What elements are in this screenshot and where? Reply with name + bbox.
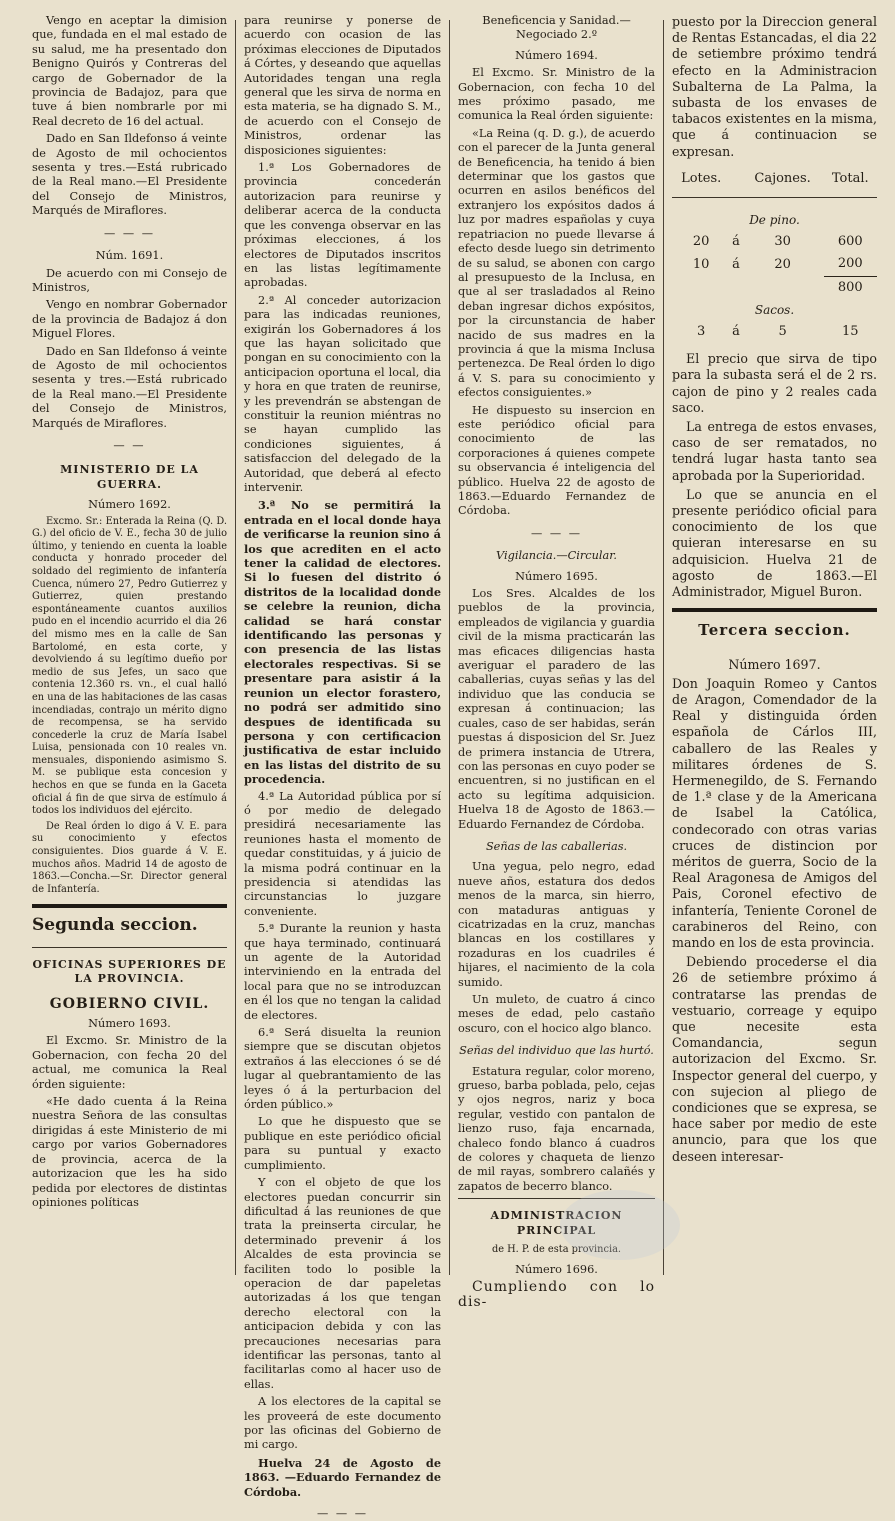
circular-heading: Vigilancia.—Circular.: [496, 549, 617, 563]
table-cell: 200: [837, 256, 863, 272]
paragraph: Estatura regular, color moreno, grueso, barba poblada, pelo, cejas y ojos negros, nariz y boca regular, vestido con pantalon de lienzo ruso, faja encarnada, chaleco fondo blanco á cuadros de colores y chaqueta de lienzo de mil rayas, sombrero calañés y zapatos de becerro blanco.: [458, 1064, 656, 1193]
paragraph: Vengo en aceptar la dimision que, fundada en el mal estado de su salud, me ha presentado don Benigno Quirós y Contreras del cargo de Gobernador de la provincia de Badajoz, para que tuve á bien nombrarle por mi Real decreto de 16 del actual.: [32, 14, 228, 128]
table-header-row: [672, 168, 877, 190]
paragraph: Cumpliendo con lo dis-: [458, 1279, 656, 1310]
table-cell: 600: [837, 234, 863, 250]
paragraph: He dispuesto su insercion en este periódico oficial para conocimiento de las corporaciones á quienes compete su observancia é inteligencia del público. Huelva 22 de agosto de 1863.—Eduardo Fernandez de Córdoba.: [458, 403, 656, 518]
section-heading: Tercera seccion.: [698, 621, 851, 640]
paragraph: De Real órden lo digo á V. E. para su conocimiento y efectos consiguientes. Dios guarde á V. E. muchos años. Madrid 14 de agosto de 1863.—Concha.—Sr. Director general de Infantería.: [32, 820, 228, 895]
paragraph: La entrega de estos envases, caso de ser rematados, no tendrá lugar hasta tanto sea aprobada por la Superioridad.: [672, 419, 877, 483]
table-row: [672, 231, 877, 253]
article-number: Número 1696.: [515, 1262, 598, 1276]
column-1: [24, 14, 235, 1280]
column-4: [664, 14, 885, 1280]
paragraph: Un muleto, de cuatro á cinco meses de edad, pelo castaño oscuro, con el hocico algo blanco.: [458, 993, 656, 1035]
paragraph: Los Sres. Alcaldes de los pueblos de la provincia, empleados de vigilancia y guardia civil de la misma practicarán las mas eficaces diligencias hasta averiguar el paradero de las caballerias, cuyas señas y las del individuo que las conducia se expresan á continuacion; las cuales, caso de ser habidas, serán puestas á disposicion del Sr. Juez de primera instancia de Utrera, con las personas en cuyo poder se encuentren, si no justifican en el acto su legítima adquisicion. Huelva 18 de Agosto de 1863.—Eduardo Fernandez de Córdoba.: [458, 587, 656, 831]
administration-heading: ADMINISTRACION PRINCIPAL: [490, 1209, 623, 1237]
column-3: [450, 14, 663, 1310]
paragraph: Lo que he dispuesto que se publique en este periódico oficial para su puntual y exacto cumplimiento.: [244, 1115, 442, 1172]
article-number: Número 1693.: [88, 1017, 171, 1031]
paragraph: El Excmo. Sr. Ministro de la Gobernacion, con fecha 20 del actual, me comunica la Real órden siguiente:: [32, 1034, 228, 1091]
lots-table: [672, 168, 877, 343]
table-row: [672, 253, 877, 276]
article-number: Número 1695.: [515, 569, 598, 583]
section-heading: Segunda seccion.: [32, 915, 198, 936]
article-number: Número 1694.: [515, 48, 598, 62]
table-cell: 20: [692, 234, 710, 250]
header-lotes: Lotes.: [681, 170, 722, 186]
paragraph: Excmo. Sr.: Enterada la Reina (Q. D. G.) del oficio de V. E., fecha 30 de julio último, y teniendo en cuenta la loable conducta y honrado proceder del soldado del regimiento de infantería Cuenca, número 27, Pedro Gutierrez y Gutierrez, quien prestando espontáneamente cuantos auxilios pudo en el incendio acurrido el dia 26 del mismo mes en la calle de San Bartolomé, en esta corte, y devolviendo á su legítimo dueño por medio de sus Jefes, un saco que contenia 12.360 rs. vn., el cual halló en una de las habitaciones de las casas incendiadas, contrajo un mérito digno de recompensa, se ha servido concederle la cruz de María Isabel Luisa, pensionada con 10 reales vn. mensuales, disponiendo asimismo S. M. se publique esta concesion y hechos en que se funda en la Gaceta oficial á fin de que sirva de estímulo á todos los individuos del ejército.: [32, 515, 228, 817]
office-heading: OFICINAS SUPERIORES DE LA PROVINCIA.: [32, 957, 227, 986]
column-2: [236, 14, 449, 1521]
signature-line: Huelva 24 de Agosto de 1863. —Eduardo Fernandez de Córdoba.: [244, 1455, 442, 1499]
separator: — — —: [530, 526, 583, 540]
table-cell: 5: [778, 324, 787, 340]
article-number: Número 1692.: [88, 498, 171, 512]
table-cell: 10: [692, 256, 710, 272]
header-total: Total.: [831, 170, 869, 186]
separator: — — —: [316, 1507, 369, 1521]
table-cell: á: [732, 256, 740, 272]
category-label: De pino.: [749, 213, 800, 228]
category-label: Sacos.: [754, 302, 795, 317]
table-cell: 3: [697, 324, 706, 340]
table-row: [672, 321, 877, 343]
paragraph: puesto por la Direccion general de Rentas Estancadas, el dia 22 de setiembre próximo tendrá efecto en la Administracion Subalterna de La Palma, la subasta de los envases de tabacos existentes en la misma, que á continuacion se expresan.: [672, 14, 877, 159]
section-rule: [672, 608, 877, 612]
divider: [458, 1198, 655, 1199]
paragraph: 6.ª Será disuelta la reunion siempre que se discutan objetos extraños á las elecciones ó se dé lugar al quebrantamiento de las leyes ó á la perturbacion del órden público.»: [244, 1026, 442, 1112]
paragraph: Y con el objeto de que los electores puedan concurrir sin dificultad á las reuniones de que trata la preinserta circular, he determinado prevenir á los Alcaldes de esta provincia se faciliten todo lo posible la operacion de dar papeletas autorizadas á los que tengan derecho electoral con la anticipacion debida y con las precauciones necesarias para identificar las personas, tanto al facilitarlas como al hacer uso de ellas.: [244, 1176, 442, 1391]
government-heading: GOBIERNO CIVIL.: [49, 995, 210, 1012]
paragraph: 3.ª No se permitirá la entrada en el local donde haya de verificarse la reunion sino á los que acrediten en el acto tener la calidad de electores. Si lo fuesen del distrito ó distritos de la localidad donde se celebre la reunion, dicha calidad se hará constar identificando las personas y con presencia de las listas electorales respectivas. Si se presentare para asistir á la reunion un elector forastero, no podrá ser admitido sino despues de identificada su persona y con certificacion justificativa de estar incluido en las listas del distrito de su procedencia.: [244, 498, 442, 787]
paragraph: Don Joaquin Romeo y Cantos de Aragon, Comendador de la Real y distinguida órden española de Cárlos III, caballero de las Reales y militares órdenes de S. Hermenegildo, de S. Fernando de 1.ª clase y de la Americana de Isabel la Católica, condecorado con otras varias cruces de distincion por méritos de guerra, Socio de la Real Aragonesa de Amigos del Pais, Coronel efectivo de infantería, Teniente Coronel de carabineros del Reino, con mando en los de esta provincia.: [672, 675, 877, 950]
table-rule: [672, 197, 877, 198]
paragraph: 1.ª Los Gobernadores de provincia concederán autorizacion para reunirse y deliberar acerca de la conducta que les convenga observar en las próximas elecciones, á los electores de Diputados inscritos en las listas legítimamente aprobadas.: [244, 161, 442, 290]
section-rule: [32, 904, 227, 908]
divider: [32, 947, 227, 948]
paragraph: Dado en San Ildefonso á veinte de Agosto de mil ochocientos sesenta y tres.—Está rubricado de la Real mano.—El Presidente del Consejo de Ministros, Marqués de Miraflores.: [32, 344, 228, 430]
subheading: Señas de las caballerias.: [485, 839, 628, 853]
table-cell: 15: [842, 324, 859, 340]
paragraph: A los electores de la capital se les proveerá de este documento por las oficinas del Gobierno de mi cargo.: [244, 1395, 442, 1452]
table-cell: á: [732, 234, 740, 250]
administration-subheading: de H. P. de esta provincia.: [491, 1244, 622, 1256]
paragraph: El Excmo. Sr. Ministro de la Gobernacion, con fecha 10 del mes próximo pasado, me comunica la Real órden siguiente:: [458, 66, 656, 123]
paragraph: De acuerdo con mi Consejo de Ministros,: [32, 266, 228, 294]
negociado-line: Beneficencia y Sanidad.—Negociado 2.º: [482, 14, 631, 42]
paragraph: 2.ª Al conceder autorizacion para las indicadas reuniones, exigirán los Gobernadores á los que las hayan solicitado que pongan en su conocimiento con la anticipacion oportuna el local, dia y hora en que traten de reunirse, y les prevendrán se abstengan de constituir la reunion miéntras no se hayan cumplido las condiciones siguientes, á satisfaccion del delegado de la Autoridad, que deberá al efecto intervenir.: [244, 293, 442, 494]
paragraph: Debiendo procederse el dia 26 de setiembre próximo á contratarse las prendas de vestuario, correage y equipo que necesite esta Comandancia, segun autorizacion del Excmo. Sr. Inspector general del cuerpo, y con sujecion al pliego de condiciones que se expresa, se hace saber por medio de este anuncio, para que los que deseen interesar-: [672, 954, 877, 1164]
paragraph: «La Reina (q. D. g.), de acuerdo con el parecer de la Junta general de Beneficencia, ha tenido á bien determinar que los gastos que ocurren en asilos benéficos del extranjero los expósitos dados á luz por madres españolas y cuya repatriacion no puede llevarse á efecto desde luego sin detrimento de su salud, se abonen con cargo al presupuesto de la Inclusa, en que al ser trasladados al Reino deban ingresar dichos expósitos, por la circunstancia de haber nacido de sus madres en la provincia á que la misma Inclusa pertenezca. De Real órden lo digo á V. S. para su conocimiento y efectos consiguientes.»: [458, 126, 656, 400]
separator: — —: [113, 438, 146, 452]
article-number: Núm. 1691.: [95, 249, 164, 263]
paragraph: Lo que se anuncia en el presente periódico oficial para conocimiento de los que quieran interesarse en su adquisicion. Huelva 21 de agosto de 1863.—El Administrador, Miguel Buron.: [672, 486, 877, 600]
paragraph: «He dado cuenta á la Reina nuestra Señora de las consultas dirigidas á este Ministerio de mi cargo por varios Gobernadores de provincia, acerca de la autorizacion que les ha sido pedida por electores de distintas opiniones políticas: [32, 1095, 228, 1209]
paragraph: para reunirse y ponerse de acuerdo con ocasion de las próximas elecciones de Diputados á Córtes, y deseando que aquellas Autoridades tengan una regla general que les sirva de norma en esta materia, se ha dignado S. M., de acuerdo con el Consejo de Ministros, ordenar las disposiciones siguientes:: [244, 14, 442, 157]
separator: — — —: [103, 226, 156, 240]
paragraph: 4.ª La Autoridad pública por sí ó por medio de delegado presidirá necesariamente las reuniones hasta el momento de quedar constituidas, y á juicio de la misma podrá continuar en la presidencia si atendidas las circunstancias lo juzgare conveniente.: [244, 789, 442, 918]
header-cajones: Cajones.: [754, 170, 811, 186]
total-cell: 800: [824, 276, 877, 299]
table-cell: á: [732, 324, 740, 340]
paragraph: Vengo en nombrar Gobernador de la provincia de Badajoz á don Miguel Flores.: [32, 298, 228, 341]
table-cell: 20: [774, 256, 791, 272]
paragraph: Una yegua, pelo negro, edad nueve años, estatura dos dedos menos de la marca, sin hierro, con mataduras antiguas y cicatrizadas en la cruz, manchas blancas en los costillares y rozaduras en los cuadriles é hijares, el nacimiento de la cola sumido.: [458, 860, 656, 989]
ministry-heading: MINISTERIO DE LA GUERRA.: [60, 463, 199, 491]
subheading: Señas del individuo que las hurtó.: [459, 1044, 654, 1058]
paragraph: El precio que sirva de tipo para la subasta será el de 2 rs. cajon de pino y 2 reales cada saco.: [672, 351, 877, 415]
table-row: [672, 276, 877, 299]
paragraph: Dado en San Ildefonso á veinte de Agosto de mil ochocientos sesenta y tres.—Está rubricado de la Real mano.—El Presidente del Consejo de Ministros, Marqués de Miraflores.: [32, 132, 228, 218]
table-cell: 30: [774, 234, 791, 250]
article-number: Número 1697.: [728, 656, 821, 672]
paragraph: 5.ª Durante la reunion y hasta que haya terminado, continuará un agente de la Autoridad interviniendo en la entrada del local para que no se introduzcan en él los que no tengan la calidad de electores.: [244, 922, 442, 1022]
